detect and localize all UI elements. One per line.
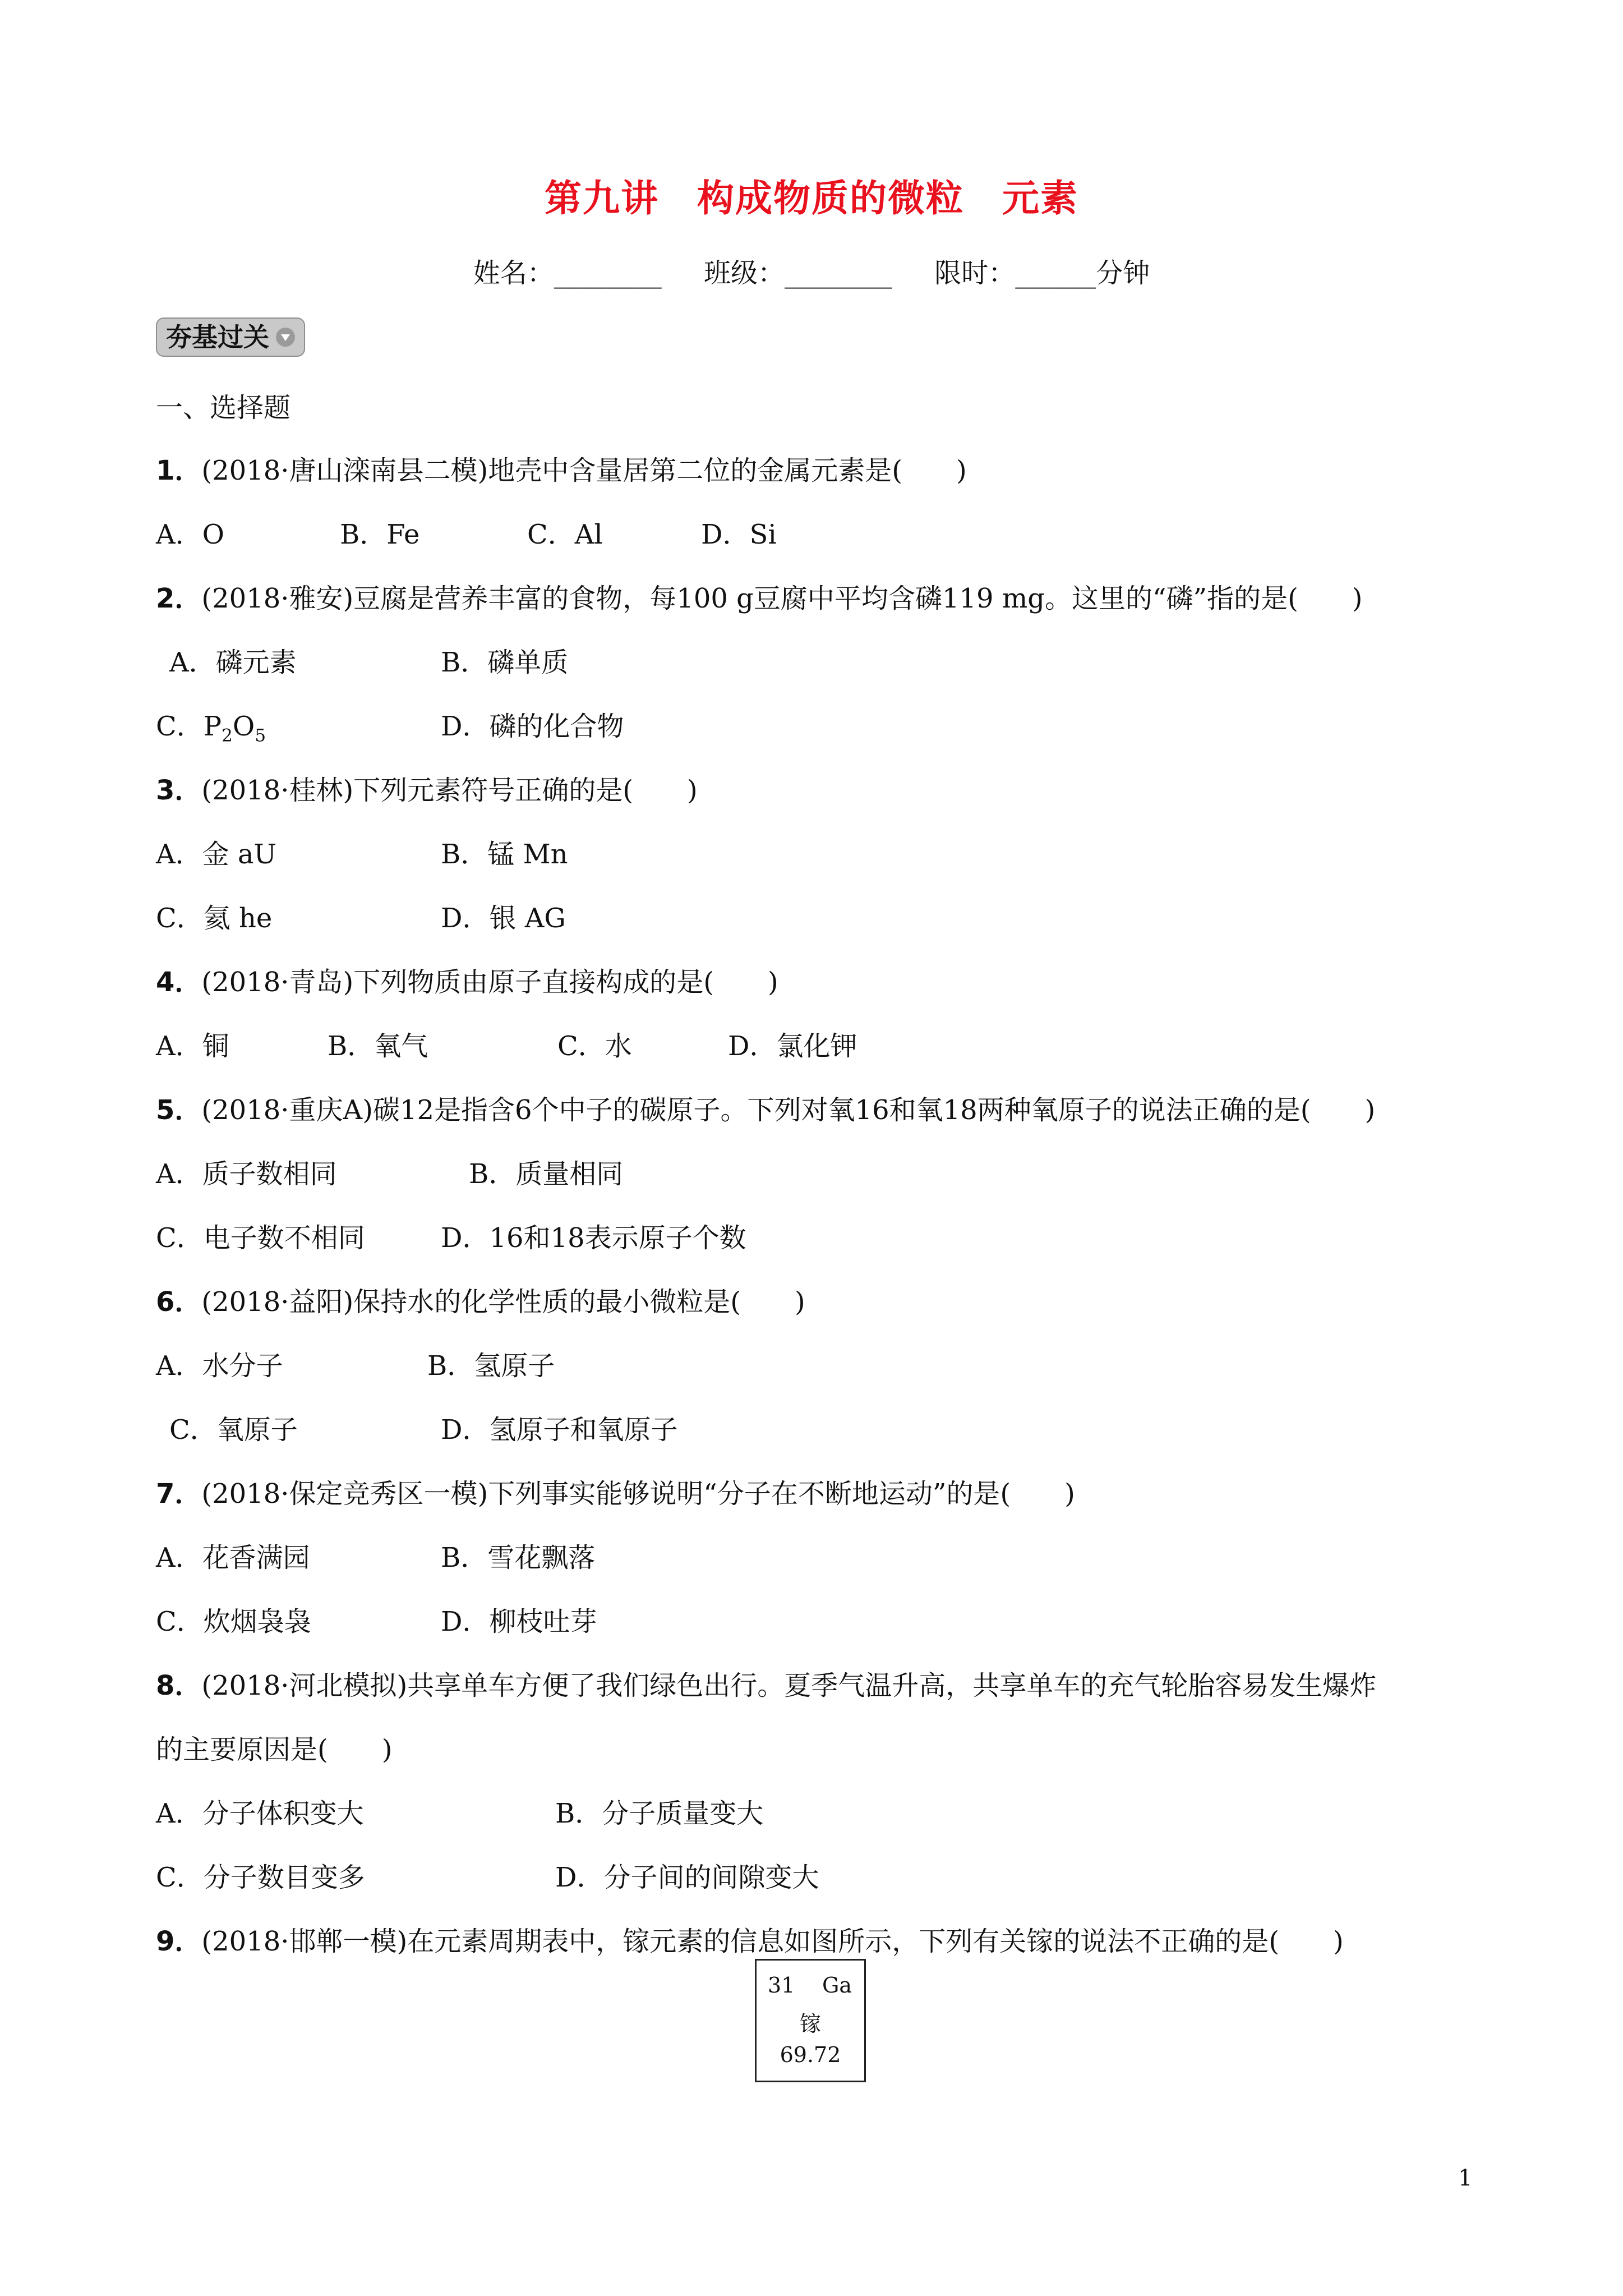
question-number: 9．	[156, 1926, 202, 1957]
question-4	[156, 960, 778, 999]
q7-option-b[interactable]: B．雪花飘落	[441, 1542, 596, 1573]
question-text: (2018·保定竞秀区一模)下列事实能够说明“分子在不断地运动”的是( )	[201, 1478, 1075, 1510]
time-limit-field[interactable]: 限时：______分钟	[934, 257, 1150, 289]
q7-option-c[interactable]: C．炊烟袅袅	[156, 1606, 311, 1637]
question-number: 1．	[156, 455, 202, 486]
question-number: 5．	[156, 1094, 202, 1126]
question-text: (2018·青岛)下列物质由原子直接构成的是( )	[201, 967, 778, 998]
question-7	[156, 1472, 1075, 1511]
section-heading: 一、选择题	[156, 392, 291, 424]
gallium-element-card	[755, 1959, 866, 2082]
question-number: 3．	[156, 775, 202, 806]
page-number: 1	[1458, 2165, 1473, 2191]
question-1	[156, 449, 967, 487]
q4-option-a[interactable]: A．铜	[156, 1030, 229, 1062]
element-name: 镓	[799, 2012, 821, 2036]
q1-option-d[interactable]: D．Si	[701, 519, 777, 550]
q1-option-b[interactable]: B．Fe	[340, 519, 420, 550]
q3-option-b[interactable]: B．锰 Mn	[441, 839, 568, 870]
question-8	[156, 1664, 1376, 1703]
q4-option-b[interactable]: B．氧气	[328, 1030, 428, 1062]
question-8-continued: 的主要原因是( )	[156, 1734, 393, 1765]
question-number: 7．	[156, 1478, 202, 1510]
q8-option-c[interactable]: C．分子数目变多	[156, 1862, 365, 1893]
badge-label: 夯基过关	[166, 322, 269, 352]
q4-option-c[interactable]: C．水	[557, 1030, 632, 1062]
question-text: (2018·桂林)下列元素符号正确的是( )	[201, 775, 698, 806]
atomic-number: 31	[768, 1973, 795, 1998]
q8-option-a[interactable]: A．分子体积变大	[156, 1798, 364, 1829]
q8-option-b[interactable]: B．分子质量变大	[555, 1798, 764, 1829]
q5-option-d[interactable]: D．16和18表示原子个数	[441, 1222, 746, 1254]
q2-option-a[interactable]: A．磷元素	[169, 647, 297, 678]
name-field[interactable]: 姓名：________	[473, 257, 662, 289]
q5-option-c[interactable]: C．电子数不相同	[156, 1222, 365, 1254]
question-2	[156, 577, 1363, 615]
q2-option-c[interactable]: C．$P_2O_5$	[156, 711, 266, 746]
question-6	[156, 1280, 805, 1319]
question-text: (2018·唐山滦南县二模)地壳中含量居第二位的金属元素是( )	[201, 455, 967, 486]
section-badge	[156, 318, 305, 357]
question-text: (2018·河北模拟)共享单车方便了我们绿色出行。夏季气温升高，共享单车的充气轮胎容易发生爆炸	[201, 1670, 1377, 1701]
q2-option-c-label: C．P	[156, 711, 222, 742]
q3-option-d[interactable]: D．银 AG	[441, 903, 566, 934]
question-number: 2．	[156, 583, 202, 614]
q6-option-b[interactable]: B．氢原子	[427, 1350, 555, 1382]
q2-option-d[interactable]: D．磷的化合物	[441, 711, 624, 742]
question-number: 8．	[156, 1670, 202, 1701]
q1-option-c[interactable]: C．Al	[527, 519, 603, 550]
down-arrow-icon	[276, 328, 295, 347]
q6-option-d[interactable]: D．氢原子和氧原子	[441, 1414, 678, 1446]
question-text: (2018·重庆A)碳12是指含6个中子的碳原子。下列对氧16和氧18两种氧原子的说法正确的是( )	[201, 1094, 1376, 1126]
q7-option-a[interactable]: A．花香满园	[156, 1542, 310, 1573]
question-9	[156, 1920, 1344, 1958]
q2-option-b[interactable]: B．磷单质	[441, 647, 569, 678]
class-field[interactable]: 班级：________	[703, 257, 892, 289]
question-text: (2018·邯郸一模)在元素周期表中，镓元素的信息如图所示，下列有关镓的说法不正确的是( )	[201, 1926, 1344, 1957]
q5-option-b[interactable]: B．质量相同	[469, 1158, 624, 1190]
q6-option-c[interactable]: C．氧原子	[169, 1414, 298, 1446]
q3-option-a[interactable]: A．金 aU	[156, 839, 276, 870]
atomic-mass: 69.72	[780, 2042, 841, 2067]
q4-option-d[interactable]: D．氯化钾	[728, 1030, 857, 1062]
question-3	[156, 769, 698, 807]
q8-option-d[interactable]: D．分子间的间隙变大	[555, 1862, 819, 1893]
question-number: 4．	[156, 967, 202, 998]
question-5	[156, 1088, 1375, 1127]
question-text: (2018·雅安)豆腐是营养丰富的食物，每100 g豆腐中平均含磷119 mg。这里的“磷”指的是( )	[201, 583, 1363, 614]
q5-option-a[interactable]: A．质子数相同	[156, 1158, 337, 1190]
student-info	[0, 251, 1623, 290]
question-text: (2018·益阳)保持水的化学性质的最小微粒是( )	[201, 1286, 805, 1318]
q7-option-d[interactable]: D．柳枝吐芽	[441, 1606, 597, 1637]
q6-option-a[interactable]: A．水分子	[156, 1350, 283, 1382]
page-title: 第九讲 构成物质的微粒 元素	[545, 176, 1078, 220]
element-symbol: Ga	[822, 1973, 852, 1998]
q1-option-a[interactable]: A．O	[156, 519, 225, 550]
question-number: 6．	[156, 1286, 202, 1318]
q3-option-c[interactable]: C．氦 he	[156, 903, 273, 934]
